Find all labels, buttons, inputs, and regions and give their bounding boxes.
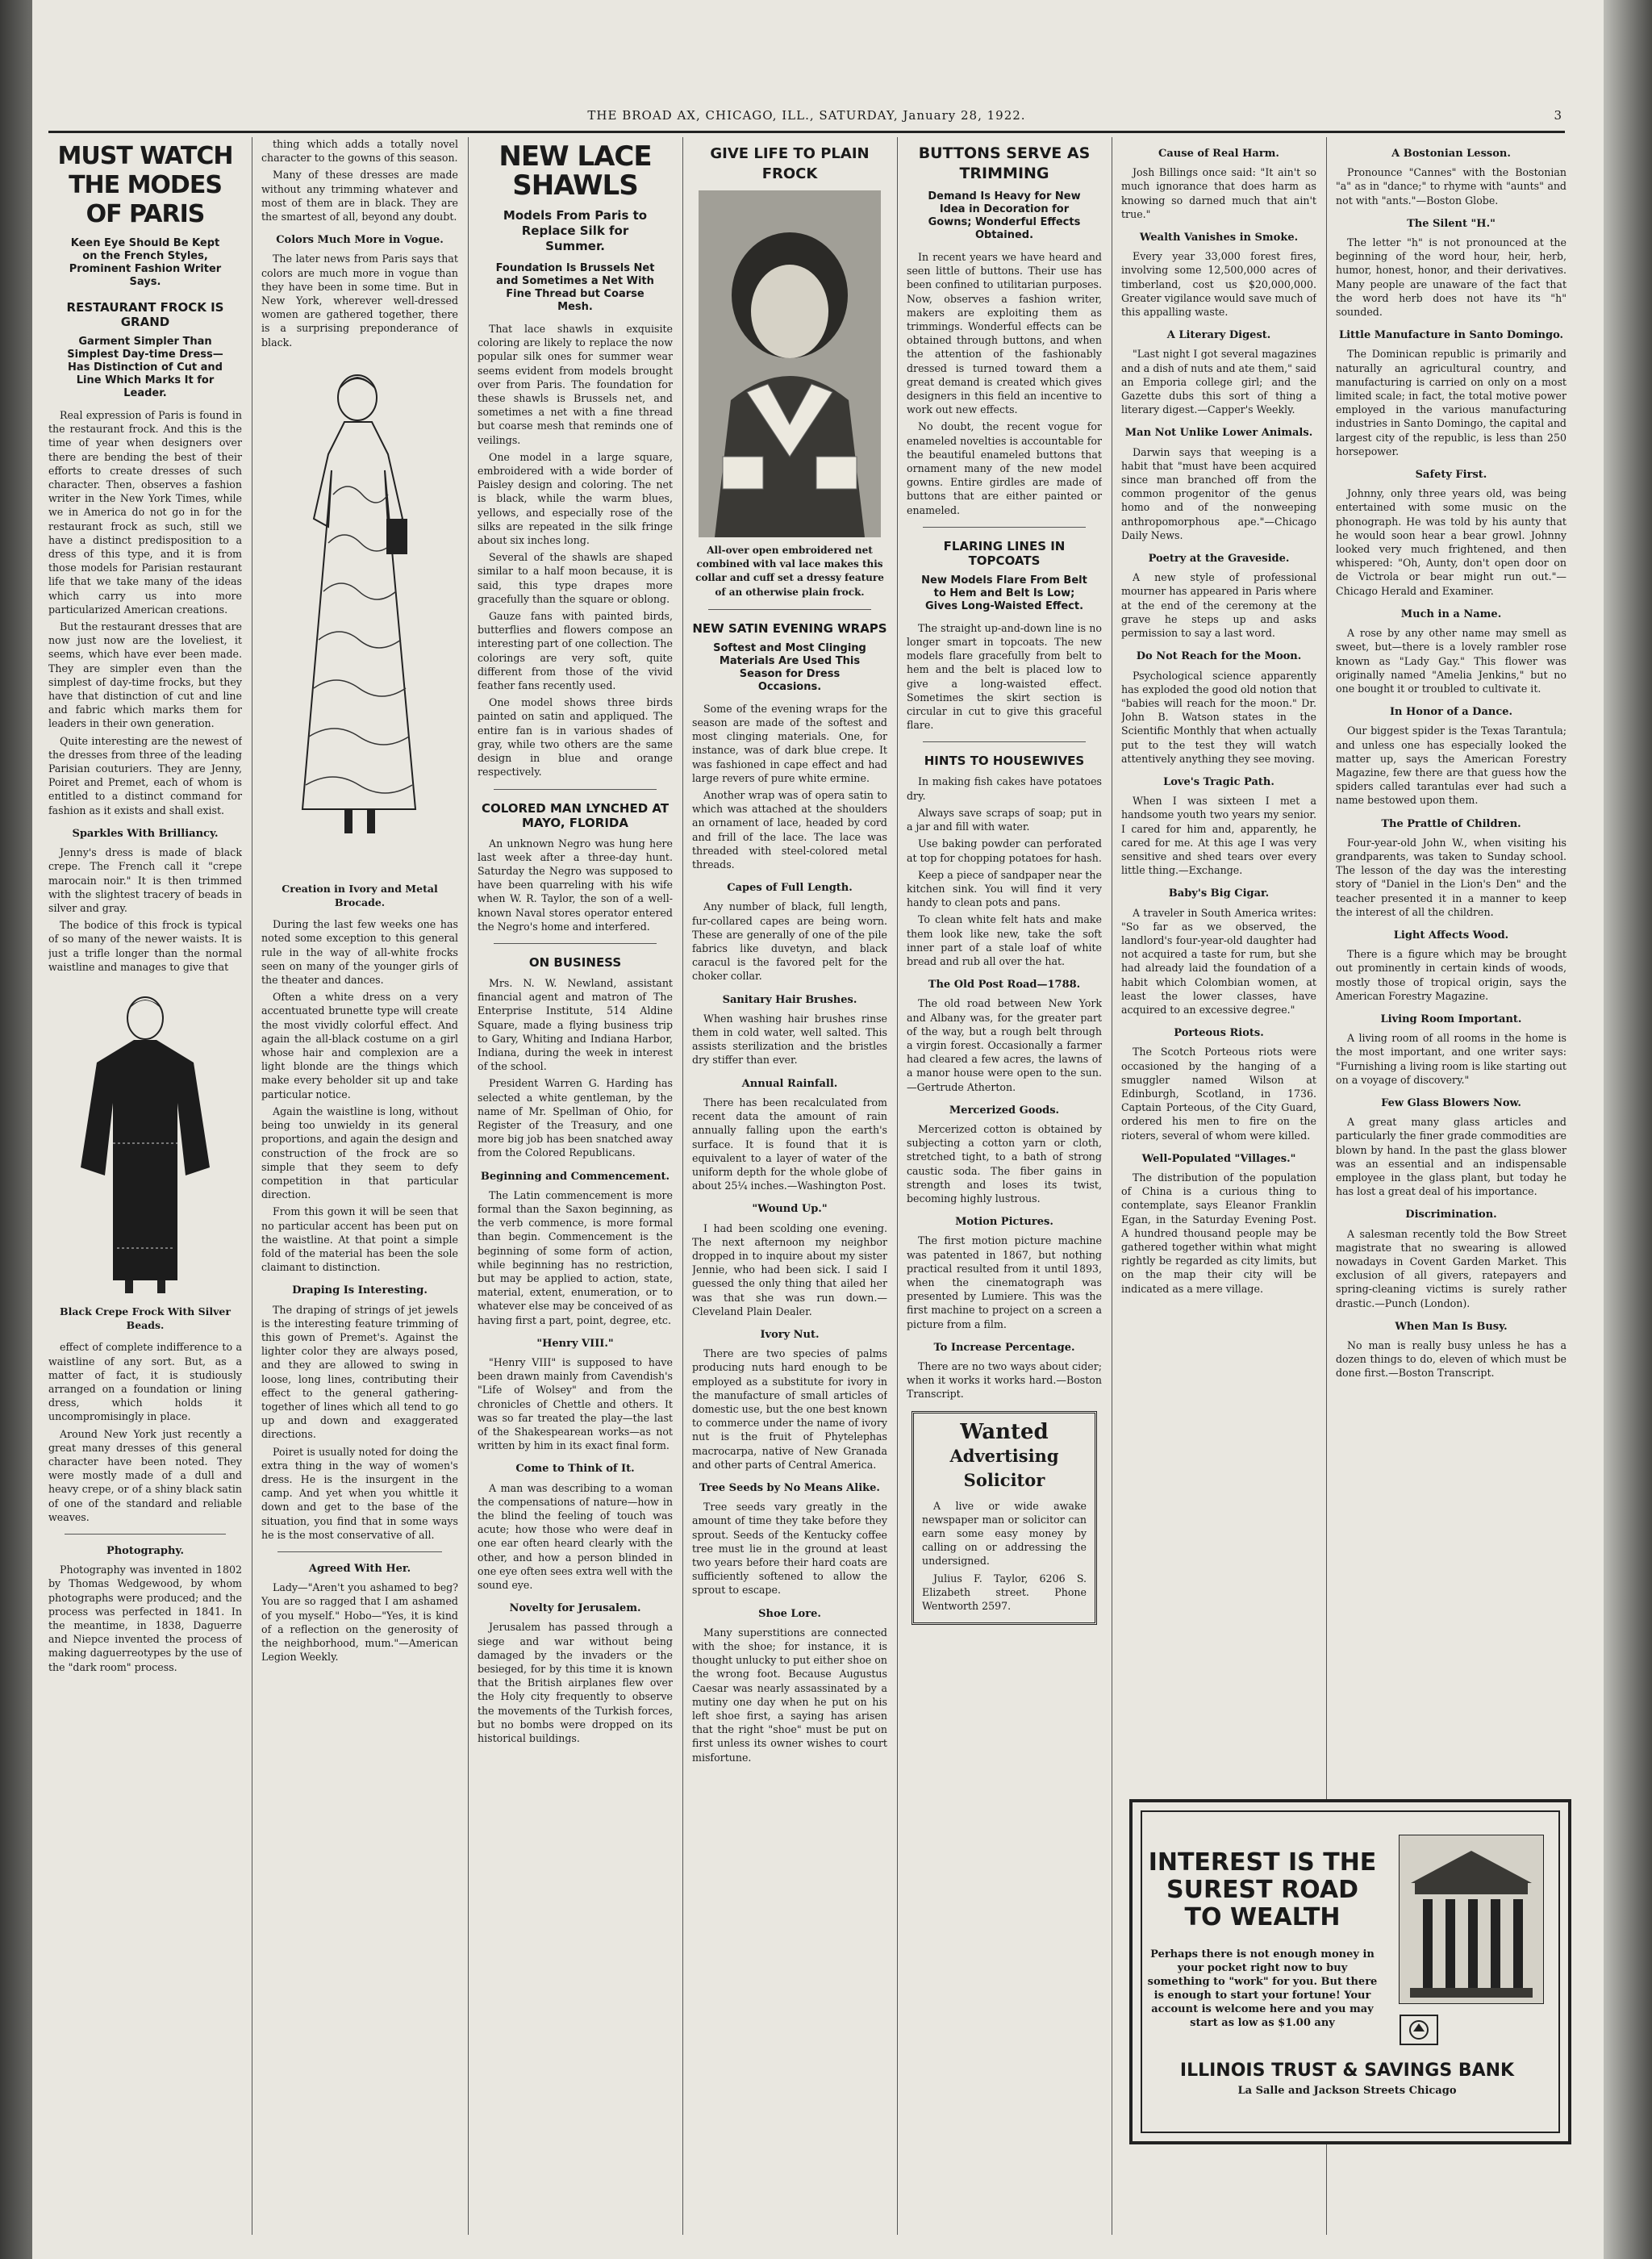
newspaper-page	[32, 0, 1604, 2259]
masthead	[48, 103, 1565, 133]
subheading: Agreed With Her.	[308, 1562, 411, 1575]
paragraph: Every year 33,000 forest fires, involving some 12,500,000 acres of timberland, cost us $20,000,000. Greater vigilance would save much of this appalling waste.	[1121, 250, 1316, 319]
paragraph: A traveler in South America writes: "So far as we observed, the landlord's four-year-old daughter had not acquired a taste for rum, but she had already laid the foundation of a habit which Colombian women, at least the lower classes, have acquired to an excessive degree."	[1121, 906, 1316, 1016]
headline-on-business: ON BUSINESS	[528, 954, 622, 970]
subheading: Motion Pictures.	[955, 1216, 1053, 1229]
fashion-illustration-black-frock	[56, 982, 234, 1297]
paragraph: A living room of all rooms in the home is the most important, and one writer says: "Furnishing a living room is like starting out on a voyage of discovery."	[1336, 1032, 1566, 1086]
page-number: 3	[1554, 108, 1562, 123]
deck-topcoats: New Models Flare From Belt to Hem and Belt Is Low; Gives Long-Waisted Effect.	[921, 574, 1087, 612]
column-4	[692, 137, 887, 2235]
paragraph: Josh Billings once said: "It ain't so much ignorance that does harm as knowing so darned much that ain't true."	[1121, 166, 1316, 220]
paragraph: To clean white felt hats and make them look like new, take the soft inner part of a stale loaf of white bread and rub all over the hat.	[907, 913, 1102, 967]
deck-evening-wraps: Softest and Most Clinging Materials Are Used This Season for Dress Occasions.	[713, 641, 866, 693]
subheading: Poetry at the Graveside.	[1148, 553, 1290, 566]
bank-address: La Salle and Jackson Streets Chicago	[1237, 2085, 1457, 2097]
paragraph: In recent years we have heard and seen little of buttons. Their use has been confined to utilitarian purposes. Now, observes a fashion writer, makers are exploiting them as trimmings. Wonderful effects can be obtained through buttons, and when the attention of the fashionably dressed is turned toward them a great demand is created which gives designers in this field an incentive to work out new effects.	[907, 251, 1102, 416]
paragraph: The bodice of this frock is typical of so many of the newer waists. It is just a trifle longer than the normal waistline and manages to give that	[48, 919, 242, 973]
subheading: The Prattle of Children.	[1381, 817, 1521, 830]
paragraph: Four-year-old John W., when visiting his grandparents, was taken to Sunday school. The lesson of the day was the interesting story of "Daniel in the Lion's Den" and the teacher presented it in a manner to keep the interest of all the children.	[1336, 836, 1566, 918]
paragraph: There are no two ways about cider; when it works it works hard.—Boston Transcript.	[907, 1360, 1102, 1401]
headline-paris: MUST WATCH THE MODES OF PARIS	[57, 142, 233, 228]
paragraph: The straight up-and-down line is no longer smart in topcoats. The new models flare gracefully from belt to hem and the belt is placed low to give a long-waisted effect. Sometimes the skirt section is circular in cut to give this graceful flare.	[907, 621, 1102, 732]
paragraph: effect of complete indifference to a waistline of any sort. But, as a matter of fact, it is studiously arranged on a foundation or lining dress, which holds it uncompromisingly in place.	[48, 1341, 242, 1423]
subheading: Sparkles With Brilliancy.	[72, 827, 219, 840]
paragraph: President Warren G. Harding has selected a white gentleman, by the name of Mr. Spellman of Ohio, for Register of the Treasury, and one more big job has been snatched away from the Colored Republicans.	[478, 1077, 673, 1159]
paragraph: Another wrap was of opera satin to which was attached at the shoulders an ornament of lace, headed by cord and frill of the lace. The lace was threaded with steel-colored metal threads.	[692, 789, 887, 871]
subdeck-restaurant-frock: Garment Simpler Than Simplest Day-time Dress—Has Distinction of Cut and Line Which Marks It for Leader.	[67, 336, 223, 399]
deck-paris: Keen Eye Should Be Kept on the French Styles, Prominent Fashion Writer Says.	[69, 237, 222, 288]
paragraph: From this gown it will be seen that no particular accent has been put on the waistline. At that point a simple fold of the material has been the sole claimant to distinction.	[261, 1205, 458, 1274]
paragraph: When washing hair brushes rinse them in cold water, well salted. This assists sterilization and the bristles dry stiffer than ever.	[692, 1012, 887, 1067]
paragraph: A salesman recently told the Bow Street magistrate that no swearing is allowed nowadays in Covent Garden Market. This exclusion of all givers, ratepayers and spring-cleaning victims is surely rather drastic.—Punch (London).	[1336, 1227, 1566, 1309]
ad-headline: INTEREST IS THE SUREST ROAD TO WEALTH	[1148, 1848, 1377, 1931]
subheading: When Man Is Busy.	[1395, 1320, 1508, 1333]
paragraph: One model in a large square, embroidered with a wide border of Paisley design and coloring. The net is black, while the warm blues, yellows, and especially rose of the silks are repeated in the silk fringe about six inches long.	[478, 450, 673, 547]
subheading: Discrimination.	[1405, 1209, 1497, 1221]
ad-title-solicitor: Advertising Solicitor	[949, 1445, 1059, 1490]
paragraph: The draping of strings of jet jewels is the interesting feature trimming of this gown of Premet's. Against the lighter color they are always posed, and they are allowed to swing in loose, long lines, contributing their effect to the general gathering-together of lines which all tend to go up and down and exaggerated directions.	[261, 1303, 458, 1441]
paragraph: Some of the evening wraps for the season are made of the softest and most clinging materials. One, for instance, was of dark blue crepe. It was fashioned in cape effect and had large revers of pure white ermine.	[692, 702, 887, 784]
paragraph: I had been scolding one evening. The next afternoon my neighbor dropped in to inquire about my sister Jennie, who had been sick. I said I guessed the only thing that ailed her was that she was run down.—Cleveland Plain Dealer.	[692, 1221, 887, 1317]
column-2	[261, 137, 458, 2235]
divider	[65, 1534, 226, 1535]
column-1	[48, 137, 242, 2235]
paragraph: Use baking powder can perforated at top for chopping potatoes for hash.	[907, 837, 1102, 864]
subheading: Porteous Riots.	[1174, 1027, 1264, 1040]
paragraph: There is a figure which may be brought out prominently in certain kinds of woods, mostly those of tropical origin, says the American Forestry Magazine.	[1336, 948, 1566, 1002]
divider	[494, 789, 657, 790]
headline-topcoats: FLARING LINES IN TOPCOATS	[943, 538, 1066, 568]
paragraph: The distribution of the population of China is a curious thing to contemplate, says Eleanor Franklin Egan, in the Saturday Evening Post. A hundred thousand people may be gathered together within what might rightly be regarded as city limits, but on the map their city will be indicated as a mere village.	[1121, 1171, 1316, 1295]
subheading: In Honor of a Dance.	[1389, 706, 1513, 719]
ad-title-wanted: Wanted	[960, 1419, 1049, 1444]
column-6	[1121, 137, 1316, 1791]
paragraph: "Henry VIII" is supposed to have been drawn mainly from Cavendish's "Life of Wolsey" and from the chronicles of Chettle and others. It was so far treated the play—the last of the Shakespearean works—as not written by him in its exact final form.	[478, 1356, 673, 1452]
paragraph: The Scotch Porteous riots were occasioned by the hanging of a smuggler named Wilson at Edinburgh, Scotland, in 1736. Captain Porteous, of the City Guard, ordered his men to fire on the rioters, several of whom were killed.	[1121, 1046, 1316, 1142]
subheading: Come to Think of It.	[515, 1463, 635, 1476]
subheading: Beginning and Commencement.	[480, 1170, 670, 1183]
paragraph: But the restaurant dresses that are now just now are the loveliest, it seems, which have ever been made. They are simpler even than the simplest of day-time frocks, but they have that distinction of cut and line and fabric which marks them for leaders in their own generation.	[48, 620, 242, 730]
subheading: Love's Tragic Path.	[1163, 775, 1274, 788]
subheading: Ivory Nut.	[760, 1328, 820, 1341]
paragraph: A man was describing to a woman the compensations of nature—how in the blind the feeling of touch was acute; how those who were deaf in one ear often heard clearly with the other, and how a person blinded in one eye often sees extra well with the sound eye.	[478, 1481, 673, 1592]
subheading: Few Glass Blowers Now.	[1381, 1096, 1521, 1109]
paragraph: Keep a piece of sandpaper near the kitchen sink. You will find it very handy to clean pots and pans.	[907, 868, 1102, 909]
subheading: Draping Is Interesting.	[292, 1284, 428, 1297]
paragraph: There are two species of palms producing nuts hard enough to be employed as a substitute for ivory in the manufacture of small articles of domestic use, but the one best known to commerce under the name of ivory nut is the fruit of Phytelephas macrocarpa, native of New Granada and other parts of Central America.	[692, 1347, 887, 1471]
fashion-photo-collar	[699, 190, 881, 537]
photo-caption: All-over open embroidered net combined with val lace makes this collar and cuff set a dressy feature of an otherwise plain frock.	[695, 545, 884, 598]
paragraph: Many of these dresses are made without any trimming whatever and most of them are in black. They are the smartest of all, beyond any doubt.	[261, 169, 458, 223]
paragraph: Several of the shawls are shaped similar to a half moon because, it is said, this type drapes more gracefully than the square or oblong.	[478, 551, 673, 605]
illustration-caption: Creation in Ivory and Metal Brocade.	[282, 882, 438, 909]
subheading: To Increase Percentage.	[933, 1341, 1075, 1354]
subheading: Mercerized Goods.	[949, 1104, 1060, 1117]
paragraph: Tree seeds vary greatly in the amount of time they take before they sprout. Seeds of the Kentucky coffee tree must lie in the ground at least two years before their hard coats are sufficiently softened to allow the sprout to escape.	[692, 1501, 887, 1597]
headline-buttons: BUTTONS SERVE AS TRIMMING	[918, 144, 1091, 182]
paragraph: Around New York just recently a great many dresses of this general character have been noted. They were mostly made of a dull and heavy crepe, or of a shiny black satin of one of the standard and reliable weaves.	[48, 1427, 242, 1523]
column-3	[478, 137, 673, 2235]
paragraph: The letter "h" is not pronounced at the beginning of the word hour, heir, herb, humor, honest, honor, and their derivatives. Many people are unaware of the fact that the word herb does not have its "h" sounded.	[1336, 236, 1566, 319]
subheading: Capes of Full Length.	[727, 882, 853, 895]
paragraph: In making fish cakes have potatoes dry.	[907, 775, 1102, 802]
column-rule	[682, 137, 683, 2235]
subheading: Man Not Unlike Lower Animals.	[1124, 427, 1313, 440]
subheading: Well-Populated "Villages."	[1141, 1152, 1296, 1165]
paragraph: The first motion picture machine was patented in 1867, but nothing practical resulted from it until 1893, when the cinematograph was presented by Lumiere. This was the first machine to project on a screen a picture from a film.	[907, 1234, 1102, 1330]
scan-edge-left	[0, 0, 32, 2259]
paragraph: Mrs. N. W. Newland, assistant financial agent and matron of The Enterprise Institute, 514 Aldine Square, made a flying business trip to Gary, Whiting and Indiana Harbor, Indiana, during the week in interest of the school.	[478, 976, 673, 1073]
bank-name: ILLINOIS TRUST & SAVINGS BANK	[1179, 2061, 1515, 2081]
classified-ad-solicitor	[912, 1411, 1097, 1626]
subheading: Baby's Big Cigar.	[1168, 887, 1270, 900]
ad-body: A live or wide awake newspaper man or solicitor can earn some easy money by calling on or addressing the undersigned.	[922, 1499, 1087, 1568]
paragraph: Mercerized cotton is obtained by subjecting a cotton yarn or cloth, stretched tight, to a bath of strong caustic soda. The fiber gains in strength and loses its twist, becoming highly lustrous.	[907, 1122, 1102, 1205]
subheading: Tree Seeds by No Means Alike.	[699, 1481, 880, 1494]
paragraph: Often a white dress on a very accentuated brunette type will create the most vividly colorful effect. And again the all-black costume on a girl whose hair and complexion are a light blonde are the things which make every beholder sit up and take particular notice.	[261, 991, 458, 1100]
subheading: Safety First.	[1415, 469, 1487, 482]
paragraph: Gauze fans with painted birds, butterflies and flowers compose an interesting part of one collection. The colorings are very soft, quite different from those of the vivid feather fans recently used.	[478, 610, 673, 692]
subheading: Shoe Lore.	[758, 1607, 821, 1620]
paragraph: The Latin commencement is more formal than the Saxon beginning, as the verb commence, is more formal than begin. Commencement is the beginning of some form of action, while beginning has no restriction, but may be applied to action, state, material, extent, enumeration, or to whatever else may be conceived of as having first a part, point, degree, etc.	[478, 1188, 673, 1326]
paragraph: Psychological science apparently has exploded the good old notion that "babies will reach for the moon." Dr. John B. Watson states in the Scientific Monthly that when actually put to the test they will watch attentively anything they see moving.	[1121, 669, 1316, 765]
ad-copy: Perhaps there is not enough money in your pocket right now to buy something to "work" for you. But there is enough to start your fortune! Your account is welcome here and you may start as low as $1.00 any	[1147, 1948, 1378, 2029]
paragraph: thing which adds a totally novel character to the gowns of this season.	[261, 138, 458, 165]
paragraph: An unknown Negro was hung here last week after a three-day hunt. Saturday the Negro was supposed to have been quarreling with his wife when W. R. Taylor, the son of a well-known Naval stores operator entered the Negro's home and interfered.	[478, 837, 673, 933]
subheading: A Literary Digest.	[1166, 329, 1271, 342]
subheading: Do Not Reach for the Moon.	[1136, 650, 1302, 663]
paragraph: Always save scraps of soap; put in a jar and fill with water.	[907, 806, 1102, 833]
paragraph: Photography was invented in 1802 by Thomas Wedgewood, by whom photographs were produced; and the process was perfected in 1841. In the meantime, in 1838, Daguerre and Niepce invented the process of making daguerreotypes by the use of the "dark room" process.	[48, 1564, 242, 1673]
fashion-illustration-ivory-brocade	[267, 357, 453, 874]
subheading: Annual Rainfall.	[741, 1077, 838, 1090]
column-7	[1336, 137, 1566, 1791]
deck-lace-shawls: Models From Paris to Replace Silk for Summer.	[503, 208, 648, 253]
column-5	[907, 137, 1102, 2235]
paragraph: A rose by any other name may smell as sweet, but—there is a lovely rambler rose known as "Lady Gay." This flower was originally named "Amelia Jenkins," but no one bought it or troubled to cultivate it.	[1336, 627, 1566, 695]
paragraph: Pronounce "Cannes" with the Bostonian "a" as in "dance;" to rhyme with "aunts" and not with "ants."—Boston Globe.	[1336, 166, 1566, 207]
paragraph: Real expression of Paris is found in the restaurant frock. And this is the time of year when designers over there are bending the best of their efforts to create dresses of such character. Then, observes a fashion writer in the New York Times, while we in America do not go in for the restaurant frock as such, still we have a distinct predisposition to a dress of this type, and it is from those models for Parisian restaurant life that we take many of the ideas which carry us into more particularized American creations.	[48, 409, 242, 616]
paragraph: Quite interesting are the newest of the dresses from three of the leading Parisian couturiers. They are Jenny, Poiret and Premet, each of whom is entitled to a distinct command for fashion as it exists and shall exist.	[48, 734, 242, 816]
subheading: Much in a Name.	[1400, 608, 1502, 620]
headline-housewives: HINTS TO HOUSEWIVES	[924, 754, 1085, 769]
bank-advertisement	[1129, 1799, 1571, 2144]
subheading: Sanitary Hair Brushes.	[722, 993, 857, 1006]
paragraph: During the last few weeks one has noted some exception to this general rule in the way of all-white frocks seen on many of the younger girls of the theater and dances.	[261, 918, 458, 987]
subheading: Wealth Vanishes in Smoke.	[1139, 232, 1299, 244]
divider	[923, 741, 1086, 742]
subheading: Colors Much More in Vogue.	[276, 234, 444, 247]
deck-buttons: Demand Is Heavy for New Idea in Decoration for Gowns; Wonderful Effects Obtained.	[928, 190, 1081, 241]
headline-plain-frock: GIVE LIFE TO PLAIN FROCK	[710, 145, 870, 182]
bank-building-illustration	[1399, 1835, 1544, 2004]
paragraph: The later news from Paris says that colors are much more in vogue than they have been in some time. But in New York, wherever well-dressed women are gathered together, there is a surprising preponderance of black.	[261, 253, 458, 349]
paragraph: Our biggest spider is the Texas Tarantula; and unless one has especially looked the matter up, says the American Forestry Magazine, few there are that guess how the spiders called tarantulas ever had such a name bestowed upon them.	[1336, 724, 1566, 807]
illustration-caption: Black Crepe Frock With Silver Beads.	[60, 1305, 231, 1332]
subdeck-lace-shawls: Foundation Is Brussels Net and Sometimes a Net With Fine Thread but Coarse Mesh.	[495, 262, 655, 313]
subheading: The Old Post Road—1788.	[928, 979, 1081, 992]
paragraph: The Dominican republic is primarily and naturally an agricultural country, and manufacturing is carried on only on a most limited scale; in fact, the total motive power employed in the various manufacturing industries in Santo Domingo, the capital and largest city of the republic, is less than 250 horsepower.	[1336, 348, 1566, 457]
paragraph: Any number of black, full length, fur-collared capes are being worn. These are generally of one of the pile fabrics like duvetyn, and black caracul is the favored pelt for the choker collar.	[692, 900, 887, 983]
column-rule	[897, 137, 898, 2235]
headline-lynched: COLORED MAN LYNCHED AT MAYO, FLORIDA	[481, 800, 670, 830]
paragraph: Many superstitions are connected with the shoe; for instance, it is thought unlucky to put either shoe on the wrong foot. Because Augustus Caesar was nearly assassinated by a mutiny one day when he put on his left shoe first, a saying has arisen that the right "shoe" must be put on first unless its owner wishes to court misfortune.	[692, 1626, 887, 1764]
paragraph: Johnny, only three years old, was being entertained with some music on the phonograph. He was told by his aunty that he would soon hear a bear growl. Johnny looked very much frightened, and then whispered: "Oh, Aunty, don't open door on de Victrola or bear might run out."—Chicago Herald and Examiner.	[1336, 487, 1566, 597]
subheading: Cause of Real Harm.	[1158, 148, 1279, 160]
paragraph: There has been recalculated from recent data the amount of rain annually falling upon the earth's surface. It is found that it is equivalent to a layer of water of the uniform depth for the whole globe of about 25¼ inches.—Washington Post.	[692, 1096, 887, 1192]
paragraph: One model shows three birds painted on satin and appliqued. The entire fan is in various shades of gray, while two others are the same design in blue and orange respectively.	[478, 696, 673, 779]
paragraph: Darwin says that weeping is a habit that "must have been acquired since man branched off from the common progenitor of the genus homo and of the nonweeping anthropomorphous ape."—Chicago Daily News.	[1121, 445, 1316, 541]
subheading: A Bostonian Lesson.	[1391, 148, 1511, 160]
paragraph: That lace shawls in exquisite coloring are likely to replace the now popular silk ones for summer wear seems evident from models brought over from Paris. The foundation for these shawls is Brussels net, and sometimes a net with a fine thread but coarse mesh that reminds one of veilings.	[478, 323, 673, 446]
divider	[923, 527, 1086, 528]
paragraph: A great many glass articles and particularly the finer grade commodities are blown by hand. In the past the glass blower was an essential and an indispensable employee in the glass plant, but today he has lost a great deal of his importance.	[1336, 1116, 1566, 1198]
divider	[494, 943, 657, 944]
subheading: Little Manufacture in Santo Domingo.	[1338, 329, 1564, 342]
subheading: Living Room Important.	[1380, 1013, 1522, 1025]
paragraph: Jerusalem has passed through a siege and war without being damaged by the invaders or the besieged, for by this time it is known that the British airplanes flew over the Holy city frequently to observe the movements of the Turkish forces, but no bombs were dropped on its historical buildings.	[478, 1621, 673, 1745]
headline-lace-shawls: NEW LACE SHAWLS	[499, 140, 652, 202]
paragraph: Jenny's dress is made of black crepe. The French call it "crepe marocain noir." It is then trimmed with the slightest tracery of beads in silver and gray.	[48, 846, 242, 914]
paragraph: No doubt, the recent vogue for enameled novelties is accountable for the beautiful enameled buttons that ornament many of the new model gowns. Entire girdles are made of buttons that are either painted or enameled.	[907, 420, 1102, 516]
subheading: The Silent "H."	[1407, 217, 1496, 230]
paragraph: Lady—"Aren't you ashamed to beg? You are so ragged that I am ashamed of you myself." Hobo—"Yes, it is kind of a reflection on the generosity of the neighborhood, mum."—American Legion Weekly.	[261, 1581, 458, 1664]
paragraph: No man is really busy unless he has a dozen things to do, eleven of which must be done first.—Boston Transcript.	[1336, 1339, 1566, 1380]
masthead-title: THE BROAD AX, CHICAGO, ILL., SATURDAY, January 28, 1922.	[587, 108, 1026, 123]
subheading: "Henry VIII."	[536, 1337, 614, 1350]
headline-evening-wraps: NEW SATIN EVENING WRAPS	[692, 620, 887, 636]
subheading: Light Affects Wood.	[1393, 929, 1509, 942]
divider	[708, 609, 871, 610]
subhead-restaurant-frock: RESTAURANT FROCK IS GRAND	[66, 300, 224, 329]
subheading: Photography.	[106, 1544, 185, 1557]
paragraph: When I was sixteen I met a handsome youth two years my senior. I cared for him and, apparently, he cared for me. At this age I was very sensitive and shed tears over every little thing.—Exchange.	[1121, 795, 1316, 877]
paragraph: "Last night I got several magazines and a dish of nuts and ate them," said an Emporia college girl; and the Gazette dubs this sort of thing a literary digest.—Capper's Weekly.	[1121, 348, 1316, 416]
divider	[277, 1551, 442, 1552]
scan-edge-right	[1604, 0, 1652, 2259]
subheading: "Wound Up."	[752, 1203, 828, 1216]
column-rule	[468, 137, 469, 2235]
paragraph: Again the waistline is long, without being too unwieldy in its general proportions, and again the design and construction of the frock are so simple that they seem to defy competition in that particular direction.	[261, 1104, 458, 1201]
ad-contact: Julius F. Taylor, 6206 S. Elizabeth street. Phone Wentworth 2597.	[922, 1572, 1087, 1613]
bank-seal-icon	[1399, 2014, 1439, 2046]
paragraph: Poiret is usually noted for doing the extra thing in the way of women's dress. He is the insurgent in the camp. And yet when you whittle it down and get to the base of the situation, you find that in some ways he is the most conservative of all.	[261, 1445, 458, 1541]
paragraph: The old road between New York and Albany was, for the greater part of the way, but a rough belt through a virgin forest. Occasionally a farmer had cleared a few acres, the lawns of a manor house were open to the sun.—Gertrude Atherton.	[907, 997, 1102, 1093]
subheading: Novelty for Jerusalem.	[509, 1602, 641, 1615]
paragraph: A new style of professional mourner has appeared in Paris where at the end of the ceremony at the grave he steps up and asks permission to say a last word.	[1121, 571, 1316, 640]
